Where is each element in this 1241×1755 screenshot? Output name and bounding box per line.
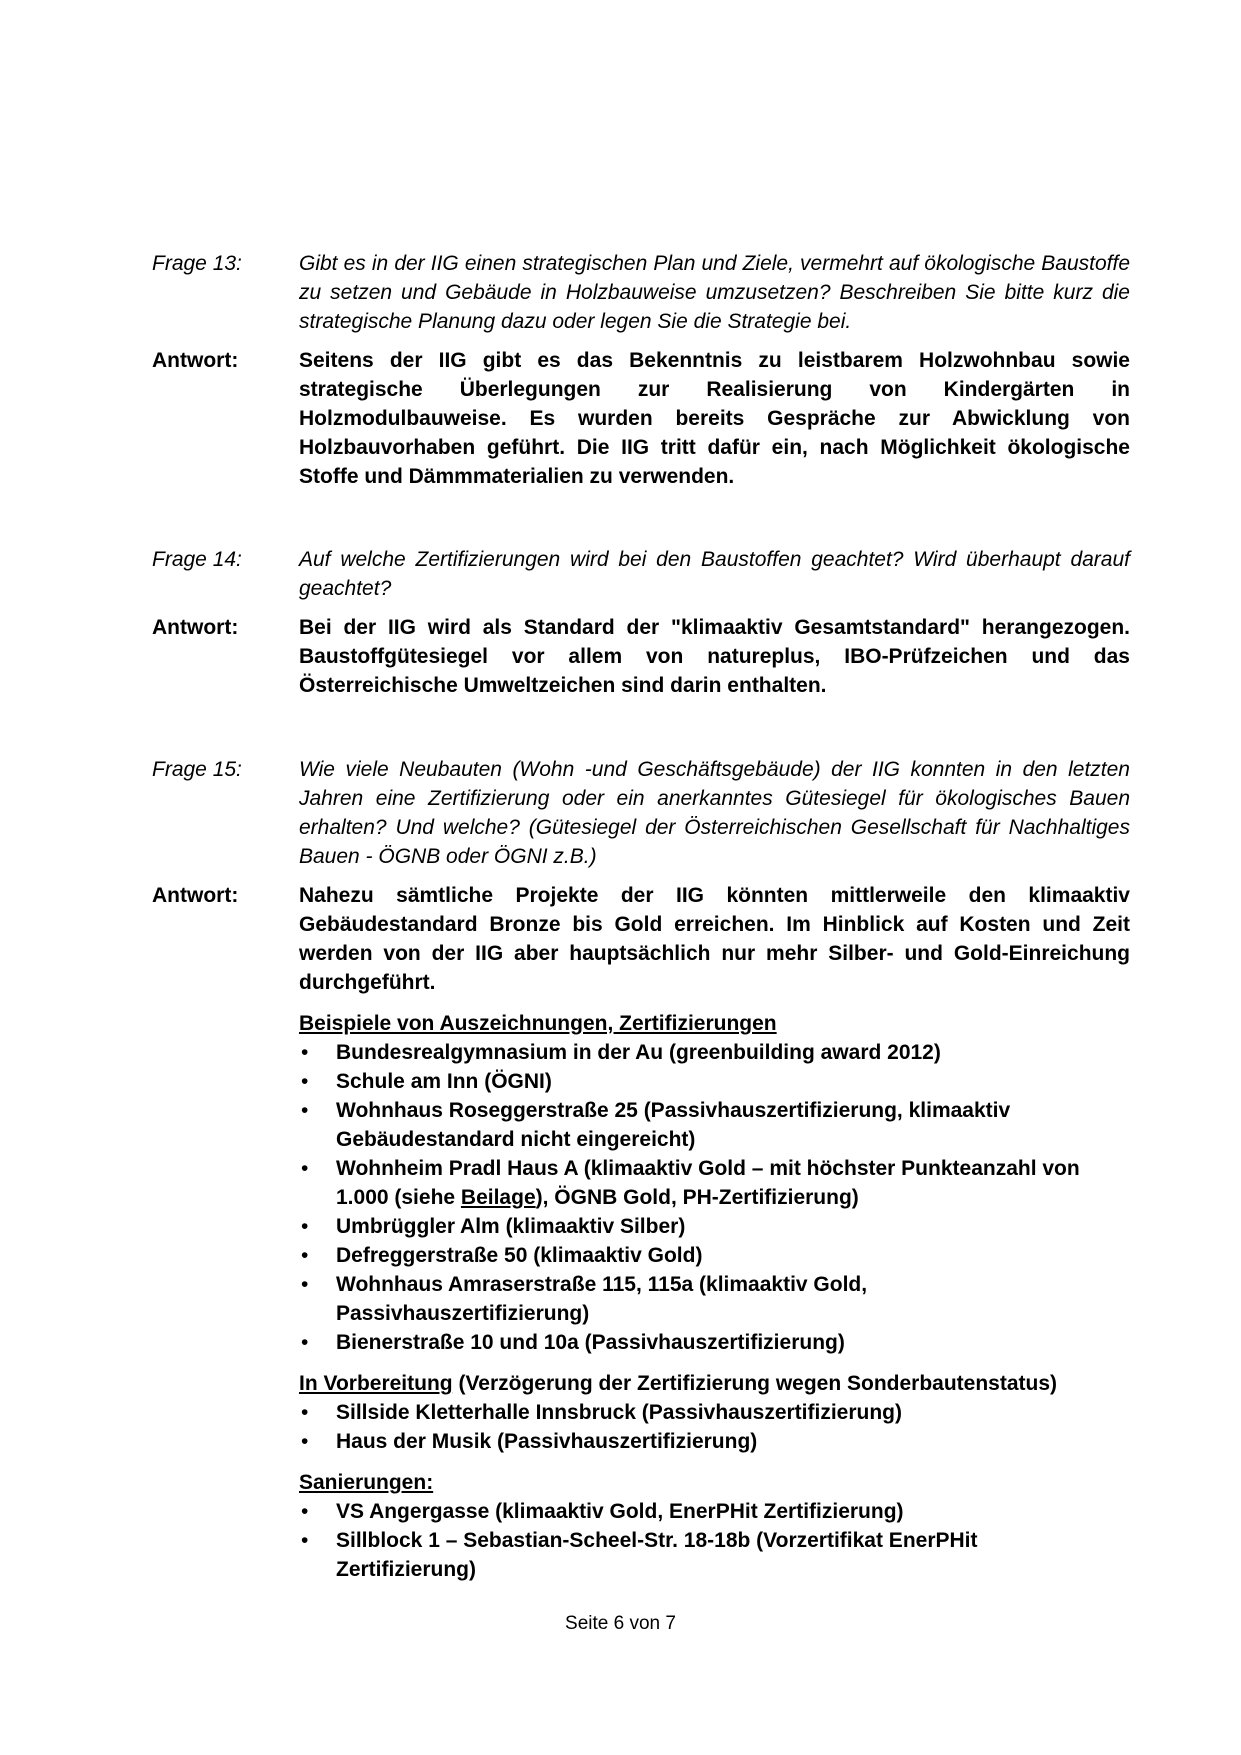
list-item: • Wohnhaus Amraserstraße 115, 115a (klimaaktiv Gold, Passivhauszertifizierung) xyxy=(299,1270,1130,1328)
question-13-block xyxy=(152,249,1130,491)
examples-section xyxy=(299,1009,1130,1357)
list-item: • Sillblock 1 – Sebastian-Scheel-Str. 18-18b (Vorzertifikat EnerPHit Zertifizierung) xyxy=(299,1526,1130,1584)
bullet-icon: • xyxy=(301,1331,309,1354)
list-item: • VS Angergasse (klimaaktiv Gold, EnerPHit Zertifizierung) xyxy=(299,1497,1130,1526)
bullet-icon: • xyxy=(301,1244,309,1267)
bullet-icon: • xyxy=(301,1157,309,1180)
question-14-text: Auf welche Zertifizierungen wird bei den Baustoffen geachtet? Wird überhaupt darauf geachtet? xyxy=(299,548,1130,600)
answer-14-row xyxy=(152,613,1130,700)
answer-14-text: Bei der IIG wird als Standard der "klimaaktiv Gesamtstandard" herangezogen. Baustoffgütesiegel vor allem von natureplus, IBO-Prüfzeichen und das Österreichische Umweltzeichen sind darin enthalten. xyxy=(299,616,1130,697)
bullet-icon: • xyxy=(301,1215,309,1238)
bullet-icon: • xyxy=(301,1070,309,1093)
beilage-link[interactable]: Beilage xyxy=(460,1186,536,1209)
preparation-list xyxy=(299,1398,1130,1456)
answer-13-text: Seitens der IIG gibt es das Bekenntnis zu leistbarem Holzwohnbau sowie strategische Überlegungen zur Realisierung von Kindergärten in Holzmodulbauweise. Es wurden bereits Gespräche zur Abwicklung von Holzbauvorhaben geführt. Die IIG tritt dafür ein, nach Möglichkeit ökologische Stoffe und Dämmmaterialien zu verwenden. xyxy=(299,349,1130,488)
question-14-label: Frage 14: xyxy=(152,548,242,571)
answer-13-label: Antwort: xyxy=(152,349,239,372)
list-item: • Schule am Inn (ÖGNI) xyxy=(299,1067,1130,1096)
list-item: • Umbrüggler Alm (klimaaktiv Silber) xyxy=(299,1212,1130,1241)
preparation-heading: In Vorbereitung (Verzögerung der Zertifizierung wegen Sonderbautenstatus) xyxy=(299,1372,1058,1395)
list-item: • Defreggerstraße 50 (klimaaktiv Gold) xyxy=(299,1241,1130,1270)
bullet-icon: • xyxy=(301,1500,309,1523)
list-item: • Haus der Musik (Passivhauszertifizierung) xyxy=(299,1427,1130,1456)
renovation-list xyxy=(299,1497,1130,1584)
question-14-row xyxy=(152,545,1130,603)
question-15-block xyxy=(152,755,1130,1584)
answer-15-text: Nahezu sämtliche Projekte der IIG könnten mittlerweile den klimaaktiv Gebäudestandard Bronze bis Gold erreichen. Im Hinblick auf Kosten und Zeit werden von der IIG aber hauptsächlich nur mehr Silber- und Gold-Einreichung durchgeführt. xyxy=(299,884,1130,994)
answer-15-row xyxy=(152,881,1130,997)
bullet-icon: • xyxy=(301,1099,309,1122)
question-13-row xyxy=(152,249,1130,336)
answer-14-label: Antwort: xyxy=(152,616,239,639)
list-item: • Bienerstraße 10 und 10a (Passivhauszertifizierung) xyxy=(299,1328,1130,1357)
question-13-text: Gibt es in der IIG einen strategischen Plan und Ziele, vermehrt auf ökologische Baustoffe zu setzen und Gebäude in Holzbauweise umzusetzen? Beschreiben Sie bitte kurz die strategische Planung dazu oder legen Sie die Strategie bei. xyxy=(299,252,1130,333)
list-item: • Sillside Kletterhalle Innsbruck (Passivhauszertifizierung) xyxy=(299,1398,1130,1427)
question-15-label: Frage 15: xyxy=(152,758,242,781)
examples-heading: Beispiele von Auszeichnungen, Zertifizierungen xyxy=(299,1012,777,1035)
bullet-icon: • xyxy=(301,1430,309,1453)
renovation-heading: Sanierungen: xyxy=(299,1471,434,1494)
list-item: • Wohnhaus Roseggerstraße 25 (Passivhauszertifizierung, klimaaktiv Gebäudestandard nicht eingereicht) xyxy=(299,1096,1130,1154)
preparation-section xyxy=(299,1369,1130,1456)
examples-list xyxy=(299,1038,1130,1357)
question-15-row xyxy=(152,755,1130,871)
bullet-icon: • xyxy=(301,1529,309,1552)
answer-13-row xyxy=(152,346,1130,491)
bullet-icon: • xyxy=(301,1273,309,1296)
question-14-block xyxy=(152,545,1130,700)
page-number: Seite 6 von 7 xyxy=(565,1613,676,1634)
list-item: • Wohnheim Pradl Haus A (klimaaktiv Gold – mit höchster Punkteanzahl von 1.000 (siehe Beilage), ÖGNB Gold, PH-Zertifizierung) xyxy=(299,1154,1130,1212)
list-item: • Bundesrealgymnasium in der Au (greenbuilding award 2012) xyxy=(299,1038,1130,1067)
question-15-text: Wie viele Neubauten (Wohn -und Geschäftsgebäude) der IIG konnten in den letzten Jahren eine Zertifizierung oder ein anerkanntes Gütesiegel für ökologisches Bauen erhalten? Und welche? (Gütesiegel der Österreichischen Gesellschaft für Nachhaltiges Bauen - ÖGNB oder ÖGNI z.B.) xyxy=(299,758,1130,868)
bullet-icon: • xyxy=(301,1041,309,1064)
bullet-icon: • xyxy=(301,1401,309,1424)
question-13-label: Frage 13: xyxy=(152,252,242,275)
renovation-section xyxy=(299,1468,1130,1584)
answer-15-label: Antwort: xyxy=(152,884,239,907)
